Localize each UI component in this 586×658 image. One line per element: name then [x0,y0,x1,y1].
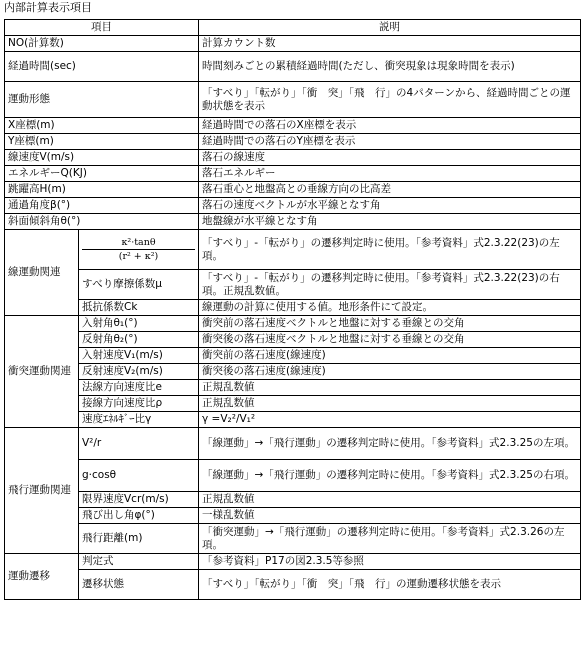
desc-cell: 正規乱数値 [199,396,581,412]
formula-numerator: κ²·tanθ [82,237,195,250]
group-label-linear: 線運動関連 [5,230,79,316]
desc-cell: 正規乱数値 [199,380,581,396]
table-row [5,300,581,316]
item-cell: 運動形態 [5,82,199,118]
table-row [5,380,581,396]
table-row [5,508,581,524]
desc-cell: 「衝突運動」→「飛行運動」の遷移判定時に使用。「参考資料」式2.3.26の左項。 [199,524,581,554]
item-cell: g·cosθ [79,460,199,492]
item-cell: 経過時間(sec) [5,52,199,82]
desc-cell: 経過時間での落石のY座標を表示 [199,134,581,150]
item-cell: 斜面傾斜角θ(°) [5,214,199,230]
table-row [5,332,581,348]
item-cell: 飛行距離(m) [79,524,199,554]
group-label-impact: 衝突運動関連 [5,316,79,428]
desc-cell: 線運動の計算に使用する値。地形条件にて設定。 [199,300,581,316]
desc-cell: 落石の速度ベクトルが水平線となす角 [199,198,581,214]
table-row [5,316,581,332]
table-row [5,52,581,82]
desc-cell: 時間刻みごとの累積経過時間(ただし、衝突現象は現象時間を表示) [199,52,581,82]
item-cell: 反射角θ₂(°) [79,332,199,348]
table-row [5,36,581,52]
item-cell: NO(計算数) [5,36,199,52]
desc-cell: 衝突前の落石速度ベクトルと地盤に対する垂線との交角 [199,316,581,332]
table-row [5,554,581,570]
group-label-flight: 飛行運動関連 [5,428,79,554]
desc-cell: 一様乱数値 [199,508,581,524]
table-row [5,182,581,198]
desc-cell: 「すべり」「転がり」「衝 突」「飛 行」の運動遷移状態を表示 [199,570,581,600]
table-row [5,150,581,166]
desc-cell: 「すべり」「転がり」「衝 突」「飛 行」の4パターンから、経過時間ごとの運動状態を表示 [199,82,581,118]
item-cell: 通過角度β(°) [5,198,199,214]
formula [82,237,195,262]
desc-cell: 落石エネルギー [199,166,581,182]
table-row [5,570,581,600]
item-cell: 速度ｴﾈﾙｷﾞｰ比γ [79,412,199,428]
desc-cell: 「すべり」-「転がり」の遷移判定時に使用。「参考資料」式2.3.22(23)の左項。 [199,230,581,270]
item-cell: 入射速度V₁(m/s) [79,348,199,364]
desc-cell: 衝突後の落石速度ベクトルと地盤に対する垂線との交角 [199,332,581,348]
table-row [5,460,581,492]
table-row [5,198,581,214]
table-row [5,364,581,380]
table-row [5,348,581,364]
desc-cell: 計算カウント数 [199,36,581,52]
table-row [5,82,581,118]
item-cell: 限界速度Vcr(m/s) [79,492,199,508]
header-desc: 説明 [199,20,581,36]
item-cell: 跳躍高H(m) [5,182,199,198]
page-title: 内部計算表示項目 [4,1,92,14]
desc-cell: γ =V₂²/V₁² [199,412,581,428]
item-cell: エネルギーQ(KJ) [5,166,199,182]
desc-cell: 「すべり」-「転がり」の遷移判定時に使用。「参考資料」式2.3.22(23)の右項。正規乱数値。 [199,270,581,300]
desc-cell: 衝突前の落石速度(線速度) [199,348,581,364]
item-cell: 法線方向速度比e [79,380,199,396]
desc-cell: 衝突後の落石速度(線速度) [199,364,581,380]
table-row [5,134,581,150]
item-cell: 入射角θ₁(°) [79,316,199,332]
table-row [5,166,581,182]
table-row [5,428,581,460]
header-row [5,20,581,36]
spec-table [4,19,581,600]
desc-cell: 落石重心と地盤高との垂線方向の比高差 [199,182,581,198]
item-cell: X座標(m) [5,118,199,134]
table-row [5,524,581,554]
desc-cell: 経過時間での落石のX座標を表示 [199,118,581,134]
desc-cell: 「線運動」→「飛行運動」の遷移判定時に使用。「参考資料」式2.3.25の右項。 [199,460,581,492]
desc-cell: 落石の線速度 [199,150,581,166]
item-cell: 接線方向速度比ρ [79,396,199,412]
item-cell: 飛び出し角φ(°) [79,508,199,524]
item-cell: V²/r [79,428,199,460]
group-label-transition: 運動遷移 [5,554,79,600]
formula-denominator: (r² + κ²) [118,250,159,262]
table-row [5,214,581,230]
table-row [5,270,581,300]
header-item: 項目 [5,20,199,36]
table-row [5,396,581,412]
item-cell: 抵抗係数Ck [79,300,199,316]
item-cell: すべり摩擦係数μ [79,270,199,300]
desc-cell: 「参考資料」P17の図2.3.5等参照 [199,554,581,570]
formula-cell [79,230,199,270]
item-cell: 遷移状態 [79,570,199,600]
desc-cell: 正規乱数値 [199,492,581,508]
item-cell: 線速度V(m/s) [5,150,199,166]
table-row [5,118,581,134]
desc-cell: 「線運動」→「飛行運動」の遷移判定時に使用。「参考資料」式2.3.25の左項。 [199,428,581,460]
item-cell: 反射速度V₂(m/s) [79,364,199,380]
item-cell: Y座標(m) [5,134,199,150]
desc-cell: 地盤線が水平線となす角 [199,214,581,230]
item-cell: 判定式 [79,554,199,570]
table-row [5,230,581,270]
table-row [5,412,581,428]
table-row [5,492,581,508]
